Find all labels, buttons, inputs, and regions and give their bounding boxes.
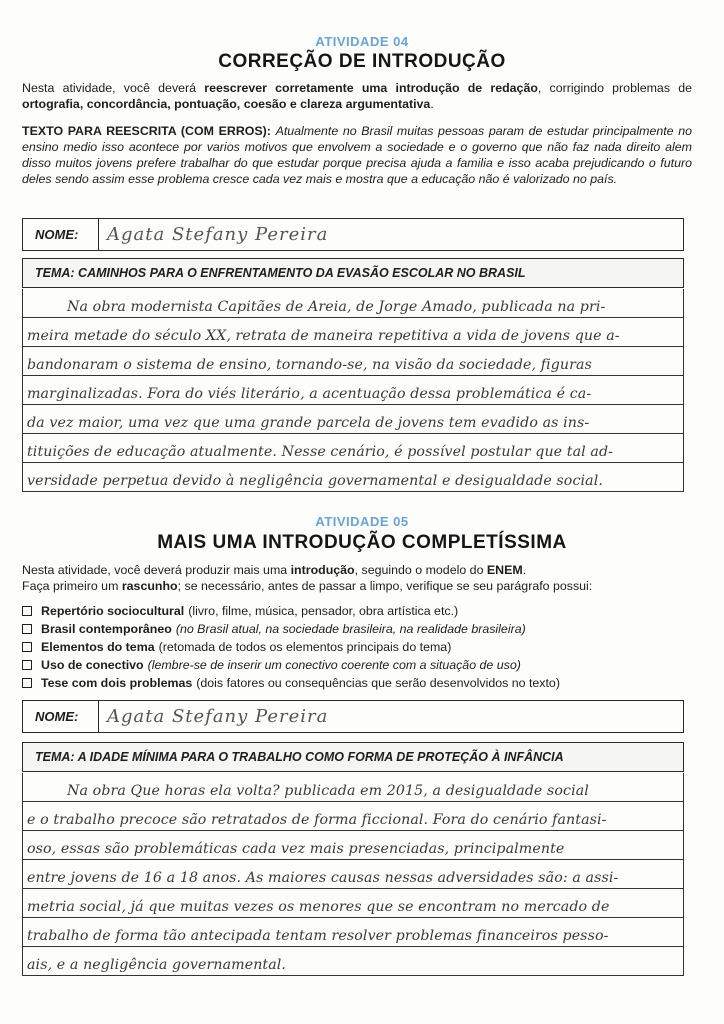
checklist-item[interactable]: Elementos do tema (retomada de todos os elementos principais do tema) — [22, 638, 702, 656]
answer-line: ais, e a negligência governamental. — [23, 947, 683, 976]
answer-line: Na obra Que horas ela volta? publicada em 2015, a desigualdade social — [23, 773, 683, 802]
activity-04-instructions: Nesta atividade, você deverá reescrever corretamente uma introdução de redação, corrigindo problemas de ortografia, concordância, pontuação, coesão e clareza argumentativa. — [22, 81, 692, 111]
checkbox-icon[interactable] — [22, 678, 32, 688]
theme-box-04: TEMA: CAMINHOS PARA O ENFRENTAMENTO DA EVASÃO ESCOLAR NO BRASIL — [22, 258, 684, 288]
activity-04-label: ATIVIDADE 04 — [315, 34, 409, 49]
checklist-item[interactable]: Repertório sociocultural (livro, filme, música, pensador, obra artística etc.) — [22, 602, 702, 620]
criteria-checklist — [22, 602, 702, 692]
answer-line: e o trabalho precoce são retratados de forma ficcional. Fora do cenário fantasi- — [23, 802, 683, 831]
answer-line: versidade perpetua devido à negligência governamental e desigualdade social. — [23, 463, 683, 492]
checkbox-icon[interactable] — [22, 642, 32, 652]
checkbox-icon[interactable] — [22, 660, 32, 670]
answer-line: tituições de educação atualmente. Nesse cenário, é possível postular que tal ad- — [23, 434, 683, 463]
checklist-item[interactable]: Brasil contemporâneo (no Brasil atual, na sociedade brasileira, na realidade brasileira) — [22, 620, 702, 638]
answer-line: entre jovens de 16 a 18 anos. As maiores causas nessas adversidades são: a assi- — [23, 860, 683, 889]
rewrite-text: Atualmente no Brasil muitas pessoas param de estudar principalmente no ensino medio isso acontece por varios motivos que envolvem a sociedade e o governo que não faz nada direito alem disso muitos jovens prefere trabalhar do que estudar porque precisa ajuda a familia e isso acaba prejudicando o futuro deles sendo assim esse problema cresce cada vez mais e mostra que a educação não é valorizado no país. — [22, 124, 692, 186]
answer-line: trabalho de forma tão antecipada tentam resolver problemas financeiros pesso- — [23, 918, 683, 947]
answer-lines-05[interactable] — [22, 773, 684, 976]
name-box-04 — [22, 218, 684, 251]
answer-line: meira metade do século XX, retrata de maneira repetitiva a vida de jovens que a- — [23, 318, 683, 347]
answer-line: oso, essas são problemáticas cada vez mais presenciadas, principalmente — [23, 831, 683, 860]
answer-line: metria social, já que muitas vezes os menores que se encontram no mercado de — [23, 889, 683, 918]
name-label: NOME: — [23, 219, 99, 250]
activity-05-instructions: Nesta atividade, você deverá produzir mais uma introdução, seguindo o modelo do ENEM. Faça primeiro um rascunho; se necessário, antes de passar a limpo, verifique se seu parágrafo possui: — [22, 563, 593, 593]
activity-05-label: ATIVIDADE 05 — [315, 514, 409, 529]
answer-line: marginalizadas. Fora do viés literário, a acentuação dessa problemática é ca- — [23, 376, 683, 405]
activity-05-title: MAIS UMA INTRODUÇÃO COMPLETÍSSIMA — [157, 532, 567, 553]
rewrite-label: TEXTO PARA REESCRITA (COM ERROS): — [22, 124, 271, 138]
checklist-item[interactable]: Uso de conectivo (lembre-se de inserir um conectivo coerente com a situação de uso) — [22, 656, 702, 674]
rewrite-text-block — [22, 123, 692, 187]
checkbox-icon[interactable] — [22, 624, 32, 634]
answer-line: da vez maior, uma vez que uma grande parcela de jovens tem evadido as ins- — [23, 405, 683, 434]
theme-box-05: TEMA: A IDADE MÍNIMA PARA O TRABALHO COMO FORMA DE PROTEÇÃO À INFÂNCIA — [22, 742, 684, 772]
answer-lines-04[interactable] — [22, 289, 684, 492]
answer-line: bandonaram o sistema de ensino, tornando-se, na visão da sociedade, figuras — [23, 347, 683, 376]
name-box-05 — [22, 700, 684, 733]
name-label: NOME: — [23, 701, 99, 732]
checkbox-icon[interactable] — [22, 606, 32, 616]
checklist-item[interactable]: Tese com dois problemas (dois fatores ou consequências que serão desenvolvidos no texto) — [22, 674, 702, 692]
name-field[interactable]: Agata Stefany Pereira — [107, 706, 329, 727]
name-field[interactable]: Agata Stefany Pereira — [107, 224, 329, 245]
answer-line: Na obra modernista Capitães de Areia, de Jorge Amado, publicada na pri- — [23, 289, 683, 318]
activity-04-title: CORREÇÃO DE INTRODUÇÃO — [218, 51, 506, 72]
